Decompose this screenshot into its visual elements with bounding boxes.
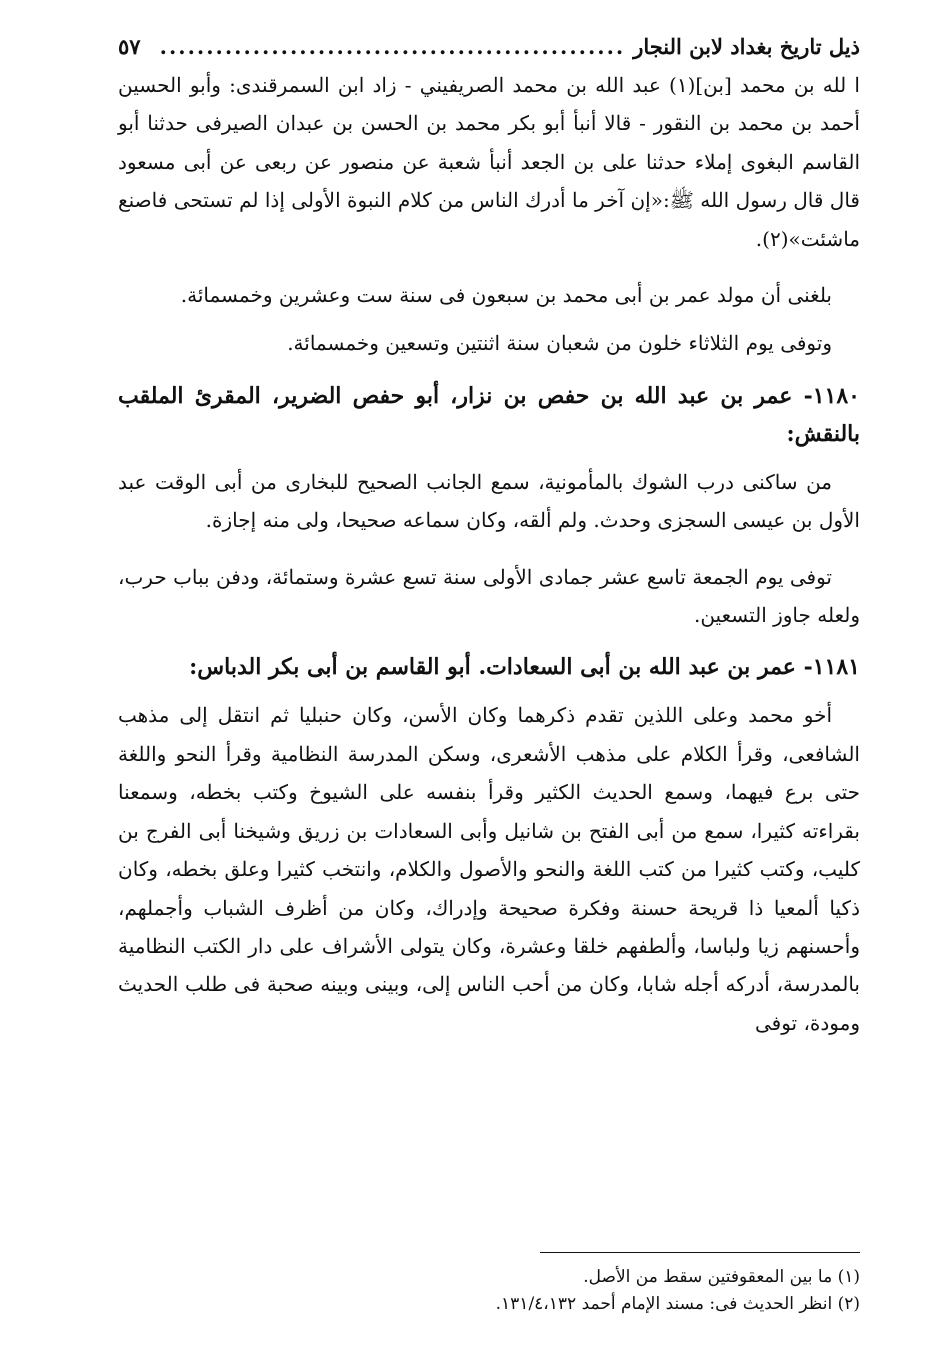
page-number: ٥٧ — [118, 34, 141, 59]
paragraph-hadith: ا لله بن محمد [بن](١) عبد الله بن محمد الصريفيني - زاد ابن السمرقندى: وأبو الحسين أحمد بن محمد بن النقور - قالا أنبأ أبو بكر محمد بن الحسن بن عبدان الصيرفى حدثنا أبو القاسم البغوى إملاء حدثنا على بن الجعد أنبأ شعبة عن منصور عن ربعى عن أبى مسعود قال قال رسول الله ﷺ:«إن آخر ما أدرك الناس من كلام النبوة الأولى إذا لم تستحى فاصنع ماشئت»(٢). — [118, 73, 860, 251]
footnote-2: (٢) انظر الحديث فى: مسند الإمام أحمد ١٣١/٤،١٣٢. — [495, 1294, 860, 1314]
paragraph-death: وتوفى يوم الثلاثاء خلون من شعبان سنة اثنتين وتسعين وخمسمائة. — [287, 331, 832, 356]
footnotes — [118, 1264, 860, 1318]
book-title: ذيل تاريخ بغداد لابن النجار — [633, 34, 860, 59]
entry-heading-1181: ١١٨١- عمر بن عبد الله بن أبى السعادات. أبو القاسم بن أبى بكر الدباس: — [189, 654, 860, 681]
leader-dots — [149, 28, 626, 66]
paragraph-birth: بلغنى أن مولد عمر بن أبى محمد بن سبعون فى سنة ست وعشرين وخمسمائة. — [180, 283, 832, 308]
paragraph-1180-bio: من ساكنى درب الشوك بالمأمونية، سمع الجانب الصحيح للبخارى من أبى الوقت عبد الأول بن عيسى السجزى وحدث. ولم ألقه، وكان سماعه صحيحا، ولى منه إجازة. — [118, 469, 860, 533]
running-header — [118, 28, 860, 66]
book-page — [118, 28, 860, 1338]
paragraph-1181-bio: أخو محمد وعلى اللذين تقدم ذكرهما وكان الأسن، وكان حنبليا ثم انتقل إلى مذهب الشافعى، وقرأ الكلام على مذهب الأشعرى، وسكن المدرسة النظامية وقرأ النحو واللغة حتى برع فيهما، وسمع الحديث الكثير وقرأ بنفسه على الشيوخ وكتب بخطه، وسمعنا بقراءته كثيرا، سمع من أبى الفتح بن شانيل وأبى السعادات بن زريق وشيخنا أبى الفرج بن كليب، وكتب كثيرا من كتب اللغة والنحو والأصول والكلام، وانتخب كثيرا وعلق بخطه، وكان ذكيا ألمعيا ذا قريحة حسنة وفكرة صحيحة وإدراك، وكان من أظرف الشباب وأجملهم، وأحسنهم زيا ولباسا، وألطفهم خلقا وعشرة، وكان يتولى الأشراف على دار الكتب النظامية بالمدرسة، أدركه أجله شابا، وكان من أحب الناس إلى، وبينى وبينه صحبة فى طلب الحديث ومودة، توفى — [118, 703, 860, 1035]
entry-heading-1180: ١١٨٠- عمر بن عبد الله بن حفص بن نزار، أبو حفص الضرير، المقرئ الملقب بالنقش: — [118, 382, 860, 447]
footnote-1: (١) ما بين المعقوفتين سقط من الأصل. — [583, 1267, 860, 1287]
paragraph-1180-death: توفى يوم الجمعة تاسع عشر جمادى الأولى سنة تسع عشرة وستمائة، ودفن بباب حرب، ولعله جاوز التسعين. — [118, 564, 860, 628]
